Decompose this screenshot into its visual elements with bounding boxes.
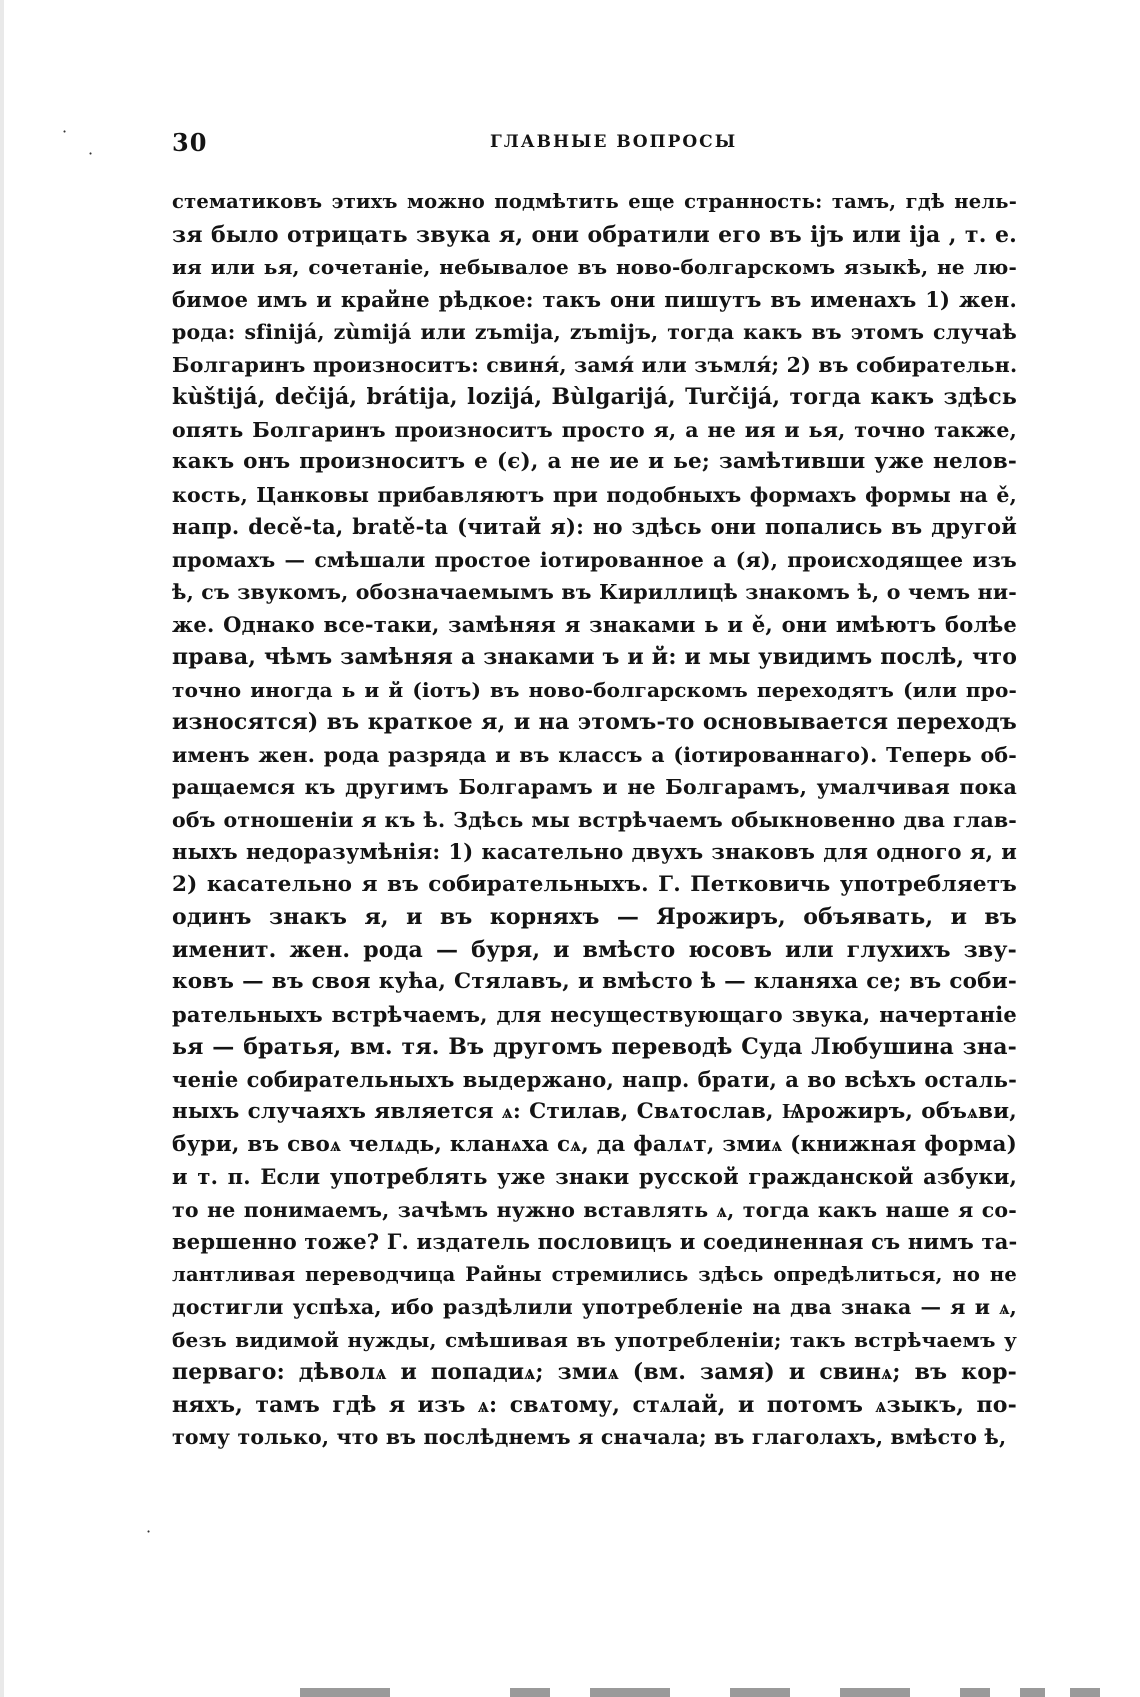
text-line: вершенно тоже? Г. издатель пословицъ и соединенная съ нимъ та-: [172, 1229, 1018, 1254]
text-line: объ отношеніи я къ ѣ. Здѣсь мы встрѣчаемъ обыкновенно два глав-: [172, 807, 1017, 832]
text-line: Болгаринъ произноситъ: свиня́, замя́ или зъмля́; 2) въ собирательн.: [172, 352, 1018, 377]
text-line: и т. п. Если употреблять уже знаки русской гражданской азбуки,: [172, 1164, 1017, 1189]
text-line: тому только, что въ послѣднемъ я сначала; въ глаголахъ, вмѣсто ѣ,: [172, 1425, 1007, 1449]
text-line: ныхъ недоразумѣнія: 1) касательно двухъ знаковъ для одного я, и: [172, 839, 1017, 864]
text-line: ковъ — въ своя кућа, Стялавъ, и вмѣсто ѣ — кланяха се; въ соби-: [172, 969, 1017, 994]
text-line: няхъ, тамъ гдѣ я изъ ѧ: свѧтому, стѧлай, и потомъ ѧзыкъ, по-: [172, 1391, 1017, 1418]
text-line: какъ онъ произноситъ е (є), а не ие и ье; замѣтивши уже нелов-: [172, 449, 1017, 474]
text-line: kùštijá, dečijá, brátija, lozijá, Bùlgarijá, Turčijá, тогда какъ здѣсь: [172, 384, 1017, 410]
text-line: же. Однако все-таки, замѣняя я знаками ь и ě, они имѣютъ болѣе: [172, 611, 1017, 637]
page-number: 30: [172, 128, 208, 157]
text-line: безъ видимой нужды, смѣшивая въ употребленіи; такъ встрѣчаемъ у: [172, 1327, 1017, 1352]
body-text: [172, 186, 1017, 1454]
text-line: напр. decě-ta, bratě-ta (читай я): но здѣсь они попались въ другой: [172, 514, 1017, 539]
text-line: точно иногда ь и й (іотъ) въ ново-болгарскомъ переходятъ (или про-: [172, 677, 1017, 702]
text-line: кость, Цанковы прибавляютъ при подобныхъ формахъ формы на ě,: [172, 482, 1017, 507]
text-line: износятся) въ краткое я, и на этомъ-то основывается переходъ: [172, 709, 1017, 735]
text-line: ныхъ случаяхъ является ѧ: Стилав, Свѧтослав, Ѩрожиръ, объѧви,: [172, 1099, 1017, 1124]
text-line: то не понимаемъ, зачѣмъ нужно вставлять ѧ, тогда какъ наше я со-: [172, 1197, 1017, 1222]
text-line: перваго: дѣволѧ и попадиѧ; змиѧ (вм. замя) и свинѧ; въ кор-: [172, 1359, 1017, 1385]
text-line: лантливая переводчица Райны стремились здѣсь опредѣлиться, но не: [172, 1262, 1017, 1286]
text-line: бимое имъ и крайне рѣдкое: такъ они пишутъ въ именахъ 1) жен.: [172, 286, 1017, 312]
text-line: опять Болгаринъ произноситъ просто я, а не ия и ья, точно также,: [172, 417, 1017, 442]
stray-dot-mark: ·: [62, 122, 68, 141]
bleed-through-strip: [300, 1688, 1120, 1697]
text-line: бури, въ своѧ челѧдь, кланѧха сѧ, да фалѧт, змиѧ (книжная форма): [172, 1131, 1017, 1157]
text-line: ия или ья, сочетаніе, небывалое въ ново-болгарскомъ языкѣ, не лю-: [172, 255, 1017, 279]
text-line: ья — братья, вм. тя. Въ другомъ переводѣ Суда Любушина зна-: [172, 1034, 1017, 1060]
text-line: рательныхъ встрѣчаемъ, для несуществующаго звука, начертаніе: [172, 1001, 1017, 1027]
text-line: ченіе собирательныхъ выдержано, напр. брати, а во всѣхъ осталь-: [172, 1066, 1017, 1092]
text-line: 2) касательно я въ собирательныхъ. Г. Петковичь употребляетъ: [172, 871, 1017, 897]
text-line: рода: sfinijá, zùmijá или zъmija, zъmijъ, тогда какъ въ этомъ случаѣ: [172, 320, 1017, 344]
stray-dot-mark: ·: [88, 144, 94, 163]
text-line: зя было отрицать звука я, они обратили его въ ijъ или ija , т. е.: [172, 221, 1017, 248]
page-header: [172, 128, 1017, 162]
text-line: достигли успѣха, ибо раздѣлили употребленіе на два знака — я и ѧ,: [172, 1295, 1017, 1319]
page-edge-shadow: [0, 0, 4, 1697]
stray-dot-mark: ·: [146, 1522, 152, 1541]
text-line: одинъ знакъ я, и въ корняхъ — Ярожиръ, объявать, и въ: [172, 904, 1017, 930]
text-line: ѣ, съ звукомъ, обозначаемымъ въ Кириллицѣ знакомъ ѣ, о чемъ ни-: [172, 580, 1017, 604]
text-line: стематиковъ этихъ можно подмѣтить еще странность: тамъ, гдѣ нель-: [172, 190, 1017, 213]
running-head: ГЛАВНЫЕ ВОПРОСЫ: [490, 132, 738, 152]
text-line: ращаемся къ другимъ Болгарамъ и не Болгарамъ, умалчивая пока: [172, 775, 1017, 799]
text-line: именъ жен. рода разряда и въ классъ а (іотированнаго). Теперь об-: [172, 742, 1017, 767]
text-line: права, чѣмъ замѣняя а знаками ъ и й: и мы увидимъ послѣ, что: [172, 644, 1018, 670]
text-line: именит. жен. рода — буря, и вмѣсто юсовъ или глухихъ зву-: [172, 936, 1017, 963]
text-line: промахъ — смѣшали простое іотированное а (я), происходящее изъ: [172, 547, 1017, 572]
